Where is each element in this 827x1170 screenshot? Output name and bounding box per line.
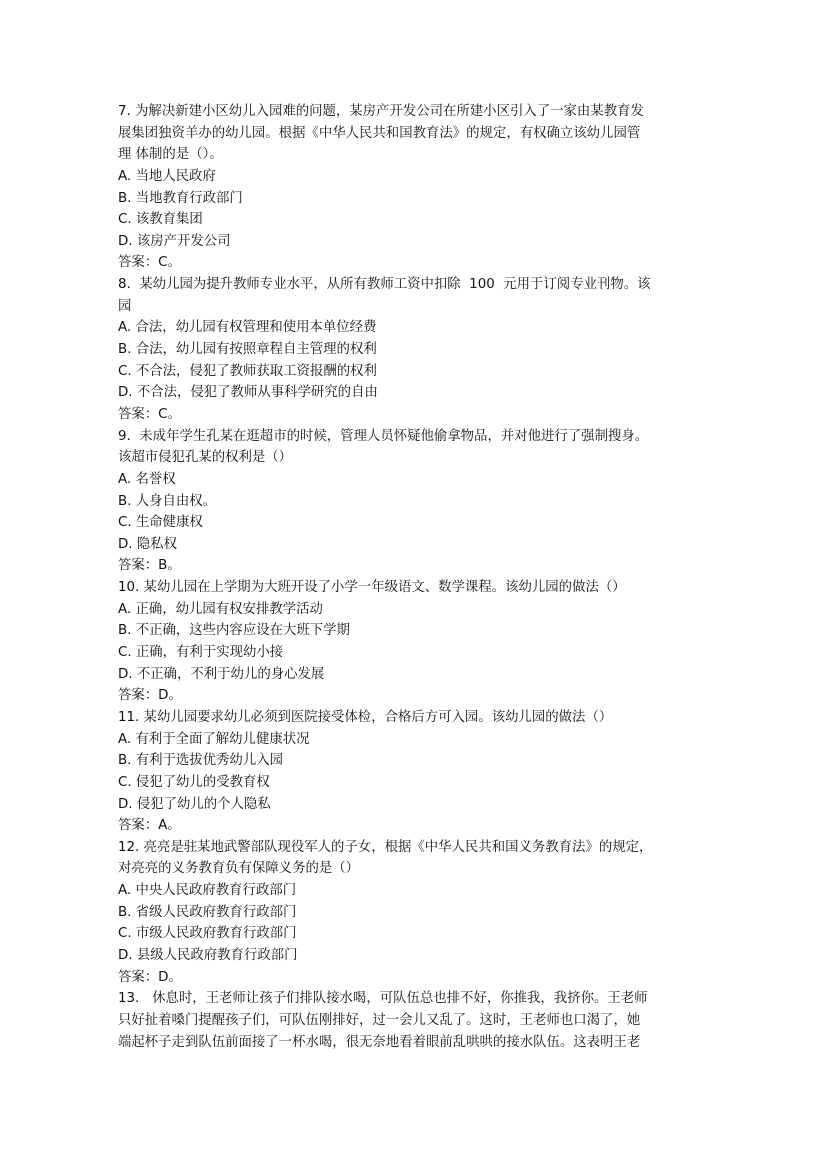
answer-option: C. 正确，有利于实现幼小接 bbox=[118, 645, 284, 661]
question-stem-line: 8. 某幼儿园为提升教师专业水平，从所有教师工资中扣除 100 元用于订阅专业刊物。该 bbox=[118, 277, 651, 293]
answer-key: 答案：C。 bbox=[118, 406, 181, 422]
document-body bbox=[118, 101, 718, 1053]
question-stem-line: 9. 未成年学生孔某在逛超市的时候，管理人员怀疑他偷拿物品，并对他进行了强制搜身。 bbox=[118, 428, 649, 444]
answer-option: C. 该教育集团 bbox=[118, 212, 203, 228]
answer-option: D. 不合法，侵犯了教师从事科学研究的自由 bbox=[118, 385, 378, 401]
answer-option: A. 名誉权 bbox=[118, 471, 176, 487]
answer-key: 答案：D。 bbox=[118, 688, 182, 704]
answer-option: A. 合法，幼儿园有权管理和使用本单位经费 bbox=[118, 320, 377, 336]
answer-option: B. 合法，幼儿园有按照章程自主管理的权利 bbox=[118, 342, 377, 358]
question-block bbox=[118, 577, 718, 707]
answer-key: 答案：B。 bbox=[118, 558, 181, 574]
answer-option: D. 隐私权 bbox=[118, 536, 177, 552]
question-stem-line: 展集团独资羊办的幼儿园。根据《中华人民共和国教育法》的规定，有权确立该幼儿园管 bbox=[118, 125, 641, 141]
question-stem-line: 7. 为解决新建小区幼儿入园难的问题，某房产开发公司在所建小区引入了一家由某教育发 bbox=[118, 104, 644, 119]
answer-option: A. 有利于全面了解幼儿健康状况 bbox=[118, 731, 310, 747]
question-stem-line: 11. 某幼儿园要求幼儿必须到医院接受体检，合格后方可入园。该幼儿园的做法（） bbox=[118, 709, 613, 725]
answer-key: 答案：C。 bbox=[118, 255, 181, 271]
answer-option: C. 侵犯了幼儿的受教育权 bbox=[118, 774, 270, 790]
question-stem-line: 13. 休息时，王老师让孩子们排队接水喝，可队伍总也排不好，你推我，我挤你。王老师 bbox=[118, 991, 648, 1007]
question-block bbox=[118, 988, 718, 1053]
answer-key: 答案：A。 bbox=[118, 818, 181, 834]
answer-option: A. 中央人民政府教育行政部门 bbox=[118, 883, 297, 899]
answer-option: D. 侵犯了幼儿的个人隐私 bbox=[118, 796, 271, 812]
question-block bbox=[118, 101, 718, 274]
question-block bbox=[118, 707, 718, 837]
question-stem-line: 理 体制的是（）。 bbox=[118, 147, 223, 163]
answer-option: A. 正确，幼儿园有权安排教学活动 bbox=[118, 601, 323, 617]
answer-option: D. 该房产开发公司 bbox=[118, 233, 231, 249]
answer-option: B. 当地教育行政部门 bbox=[118, 190, 243, 206]
answer-key: 答案：D。 bbox=[118, 969, 182, 985]
question-stem-line: 园 bbox=[118, 298, 132, 314]
question-stem-line: 只好扯着嗓门提醒孩子们，可队伍刚排好，过一会儿又乱了。这时，王老师也口渴了，她 bbox=[118, 1012, 641, 1028]
answer-option: D. 县级人民政府教育行政部门 bbox=[118, 947, 298, 963]
question-block bbox=[118, 837, 718, 988]
answer-option: B. 省级人民政府教育行政部门 bbox=[118, 904, 297, 920]
question-stem-line: 端起杯子走到队伍前面接了一杯水喝，很无奈地看着眼前乱哄哄的接水队伍。这表明王老 bbox=[118, 1034, 641, 1050]
answer-option: B. 有利于选拔优秀幼儿入园 bbox=[118, 753, 283, 769]
question-block bbox=[118, 426, 718, 577]
answer-option: B. 不正确，这些内容应设在大班下学期 bbox=[118, 623, 350, 639]
answer-option: B. 人身自由权。 bbox=[118, 493, 217, 509]
question-stem-line: 该超市侵犯孔某的权利是（） bbox=[118, 450, 293, 466]
answer-option: C. 市级人民政府教育行政部门 bbox=[118, 926, 297, 942]
answer-option: D. 不正确，不利于幼儿的身心发展 bbox=[118, 666, 325, 682]
question-stem-line: 12. 亮亮是驻某地武警部队现役军人的子女，根据《中华人民共和国义务教育法》的规定， bbox=[118, 839, 653, 855]
answer-option: C. 不合法，侵犯了教师获取工资报酬的权利 bbox=[118, 363, 377, 379]
question-stem-line: 10. 某幼儿园在上学期为大班开设了小学一年级语文、数学课程。该幼儿园的做法（） bbox=[118, 580, 626, 596]
question-stem-line: 对亮亮的义务教育负有保障义务的是（） bbox=[118, 861, 360, 877]
answer-option: A. 当地人民政府 bbox=[118, 168, 216, 184]
answer-option: C. 生命健康权 bbox=[118, 515, 203, 531]
question-block bbox=[118, 274, 718, 425]
